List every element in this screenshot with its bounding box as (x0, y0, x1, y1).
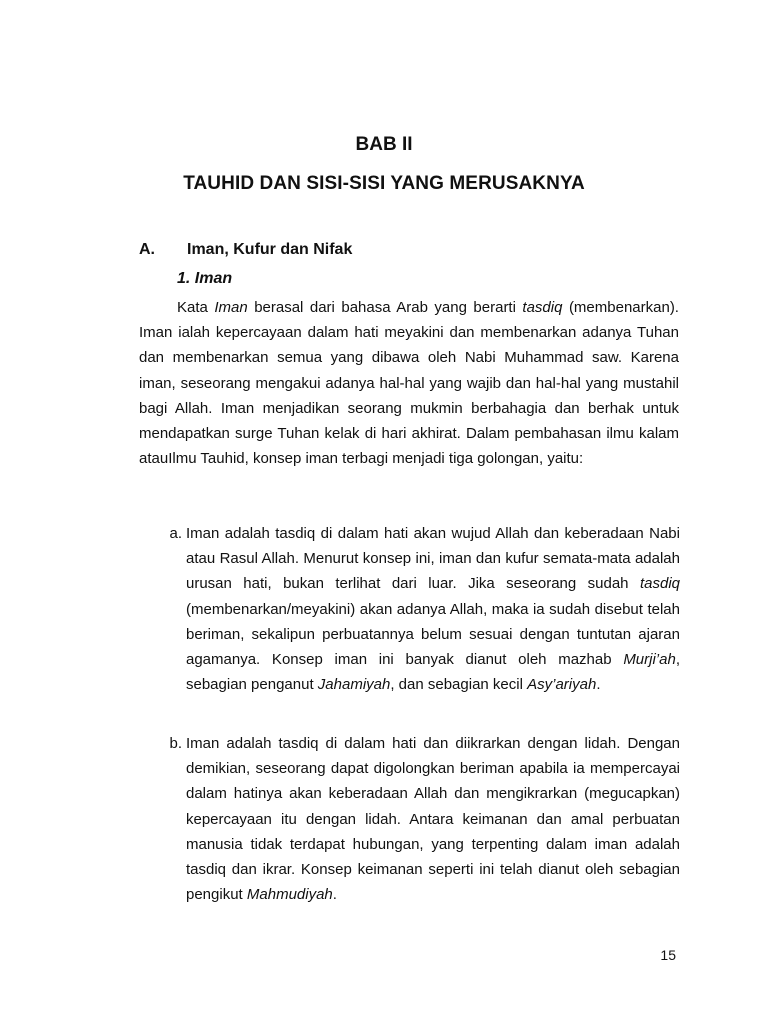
intro-term-iman: Iman (214, 299, 248, 316)
item-a-term-asyariyah: Asy’ariyah (527, 676, 597, 694)
list-content-a (186, 521, 680, 697)
list-marker-a: a. (169, 525, 182, 542)
list-marker-b: b. (169, 735, 182, 752)
item-a-text-2: (membenarkan/meyakini) akan adanya Allah, maka ia sudah disebut telah beriman, sekalipun perbuatannya belum sesuai dengan tuntutan ajaran agamanya. Konsep iman ini banyak dianut oleh mazhab (186, 600, 680, 669)
list-item-a (160, 521, 680, 697)
item-a-term-tasdiq: tasdiq (639, 575, 680, 593)
page-number: 15 (660, 947, 676, 963)
section-letter: A. (139, 241, 155, 258)
item-b-text-1: Iman adalah tasdiq di dalam hati dan diikrarkan dengan lidah. Dengan demikian, seseorang dapat digolongkan beriman apabila ia mempercayai dalam hatinya akan keberadaan Allah dan mengikrarkan (megucapkan) kepercayaan itu dengan lidah. Antara keimanan dan amal perbuatan manusia tidak terdapat hubungan, yang terpenting dalam iman adalah tasdiq dan ikrar. Konsep keimanan seperti ini telah dianut oleh sebagian pengikut (186, 735, 680, 904)
item-b-term-mahmudiyah: Mahmudiyah (246, 886, 333, 904)
intro-paragraph (139, 295, 679, 471)
item-b-text-2: . (332, 886, 337, 904)
list-content-b (186, 731, 680, 907)
chapter-number: BAB II (355, 134, 413, 155)
subsection-title: 1. Iman (177, 270, 233, 287)
chapter-title: TAUHID DAN SISI-SISI YANG MERUSAKNYA (183, 173, 585, 194)
item-a-text-5: . (596, 676, 601, 694)
intro-text-1: Kata (177, 299, 215, 316)
intro-text-3: (membenarkan). Iman ialah kepercayaan dalam hati meyakini dan membenarkan adanya Tuhan dan membenarkan semua yang dibawa oleh Nabi Muhammad saw. Karena iman, seseorang mengakui adanya hal-hal yang wajib dan hal-hal yang mustahil bagi Allah. Iman menjadikan seorang mukmin berbahagia dan berhak untuk mendapatkan surge Tuhan kelak di hari akhirat. Dalam pembahasan ilmu kalam atauIlmu Tauhid, konsep iman terbagi menjadi tiga golongan, yaitu: (139, 299, 679, 468)
item-a-text-1: Iman adalah tasdiq di dalam hati akan wujud Allah dan keberadaan Nabi atau Rasul Allah. Menurut konsep ini, iman dan kufur semata-mata adalah urusan hati, bukan terlihat dari luar. Jika seseorang sudah (186, 525, 680, 593)
intro-term-tasdiq: tasdiq (522, 299, 563, 316)
item-a-text-3: , sebagian penganut (186, 651, 680, 694)
intro-text-2: berasal dari bahasa Arab yang berarti (247, 299, 523, 316)
section-title: Iman, Kufur dan Nifak (187, 241, 353, 258)
item-a-text-4: , dan sebagian kecil (390, 676, 528, 694)
item-a-term-murjiah: Murji’ah (623, 651, 676, 669)
item-a-term-jahamiyah: Jahamiyah (317, 676, 391, 694)
list-item-b (160, 731, 680, 907)
